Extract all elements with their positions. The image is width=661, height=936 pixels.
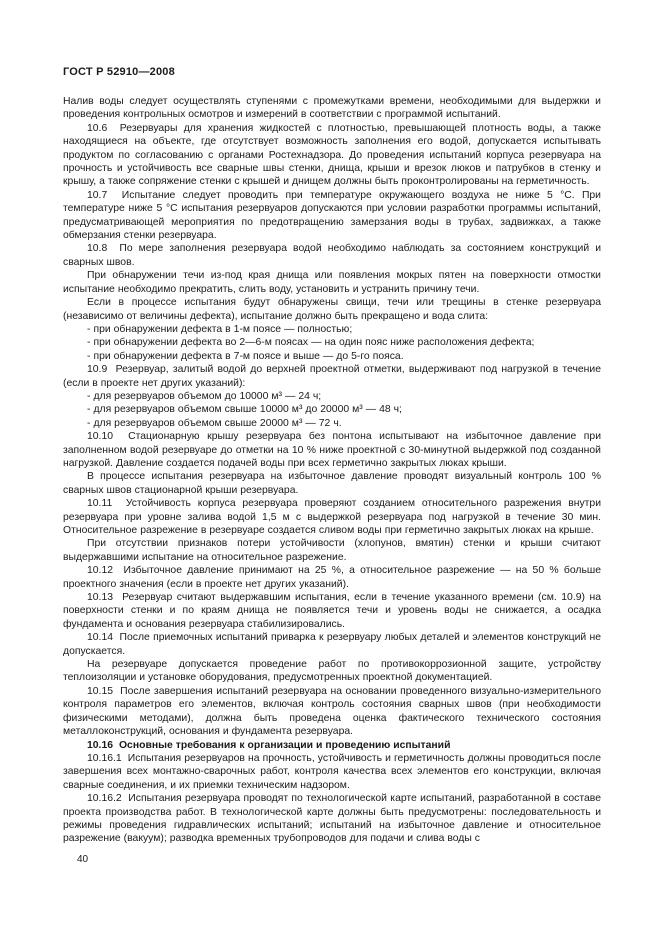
paragraph: 10.10 Стационарную крышу резервуара без понтона испытывают на избыточное давление при заполненном водой резервуаре до отметки на 10 % ниже проектной с 30-минутной выдержкой под созданной нагрузкой. Давление создается подачей воды при всех герметично закрытых люках крыши.: [63, 431, 601, 469]
document-header: ГОСТ Р 52910—2008: [63, 66, 175, 78]
paragraph: 10.15 После завершения испытаний резервуара на основании проведенного визуально-измерительного контроля параметров его элементов, включая контроль состояния сварных швов (при необходимости физическими методами), должна быть проведена оценка фактического технического состояния металлоконструкций, основания и фундамента резервуара.: [63, 685, 601, 738]
paragraph: 10.12 Избыточное давление принимают на 25 %, а относительное разрежение — на 50 % больше проектного значения (если в проекте нет других указаний).: [63, 565, 601, 590]
list-item: - для резервуаров объемом свыше 10000 м³ до 20000 м³ — 48 ч;: [87, 404, 402, 416]
list-item: - при обнаружении дефекта во 2—6-м поясах — на один пояс ниже расположения дефекта;: [87, 337, 535, 349]
paragraph: 10.6 Резервуары для хранения жидкостей с плотностью, превышающей плотность воды, а также находящиеся на объекте, где отсутствует возможность заполнения его водой, допускается испытывать продуктом по согласованию с органами Ростехнадзора. До проведения испытаний корпуса резервуара на прочность и устойчивость все сварные швы стенки, днища, крыши и врезок люков и патрубков в стенку и крышу, а также сопряжение стенки с крышей и днищем должны быть проконтролированы на герметичность.: [63, 122, 601, 188]
paragraph: 10.11 Устойчивость корпуса резервуара проверяют созданием относительного разрежения внутри резервуара при уровне залива водой 1,5 м с выдержкой резервуара под нагрузкой в течение 30 мин. Относительное разрежение в резервуаре создается сливом воды при герметично закрытых люках на крыше.: [63, 498, 601, 536]
paragraph: При обнаружении течи из-под края днища или появления мокрых пятен на поверхности отмостки испытание необходимо прекратить, слить воду, установить и устранить причину течи.: [63, 270, 601, 295]
paragraph: При отсутствии признаков потери устойчивости (хлопунов, вмятин) стенки и крыши считают выдержавшими испытание на относительное разрежение.: [63, 538, 601, 563]
paragraph: В процессе испытания резервуара на избыточное давление проводят визуальный контроль 100 % сварных швов стационарной крыши резервуара.: [63, 471, 601, 496]
list-item: - при обнаружении дефекта в 7-м поясе и выше — до 5-го пояса.: [87, 350, 404, 362]
paragraph: 10.7 Испытание следует проводить при температуре окружающего воздуха не ниже 5 °С. При температуре ниже 5 °С испытания резервуаров допускаются при условии разработки программы испытаний, предусматривающей мероприятия по предотвращению замерзания воды в трубах, задвижках, а также обмерзания стенки резервуара.: [63, 189, 601, 242]
paragraph: 10.16.2 Испытания резервуара проводят по технологической карте испытаний, разработанной в составе проекта производства работ. В технологической карте должны быть предусмотрены: последовательность и режимы проведения гидравлических испытаний; испытаний на избыточное давление и относительное разрежение (вакуум); разводка временных трубопроводов для подачи и слива воды с: [63, 793, 601, 845]
list-item: - при обнаружении дефекта в 1-м поясе — полностью;: [87, 323, 353, 335]
paragraph: 10.14 После приемочных испытаний приварка к резервуару любых деталей и элементов конструкций не допускается.: [63, 632, 601, 657]
paragraph: 10.8 По мере заполнения резервуара водой необходимо наблюдать за состоянием конструкций и сварных швов.: [63, 243, 601, 268]
paragraph: Налив воды следует осуществлять ступенями с промежутками времени, необходимыми для выдержки и проведения контрольных осмотров и измерений в соответствии с программой испытаний.: [63, 96, 601, 121]
paragraph: Если в процессе испытания будут обнаружены свищи, течи или трещины в стенке резервуара (независимо от величины дефекта), испытание должно быть прекращено и вода слита:: [63, 297, 601, 322]
page-number: 40: [77, 853, 89, 865]
document-body: [63, 95, 601, 846]
paragraph: 10.9 Резервуар, залитый водой до верхней проектной отметки, выдерживают под нагрузкой в течение (если в проекте нет других указаний):: [63, 364, 601, 389]
paragraph: На резервуаре допускается проведение работ по противокоррозионной защите, устройству теплоизоляции и установке оборудования, предусмотренных проектной документацией.: [63, 659, 601, 684]
list-item: - для резервуаров объемом до 10000 м³ — 24 ч;: [87, 390, 322, 402]
list-item: - для резервуаров объемом свыше 20000 м³ — 72 ч.: [87, 417, 342, 429]
section-heading: 10.16 Основные требования к организации и проведению испытаний: [87, 739, 451, 751]
paragraph: 10.16.1 Испытания резервуаров на прочность, устойчивость и герметичность должны проводиться после завершения всех монтажно-сварочных работ, контроля качества всех элементов его конструкции, включая сварные соединения, и их приемки техническим надзором.: [63, 752, 601, 791]
paragraph: 10.13 Резервуар считают выдержавшим испытания, если в течение указанного времени (см. 10.9) на поверхности стенки и по краям днища не появляется течи и уровень воды не снижается, а осадка фундамента и основания резервуара стабилизировались.: [63, 592, 601, 630]
